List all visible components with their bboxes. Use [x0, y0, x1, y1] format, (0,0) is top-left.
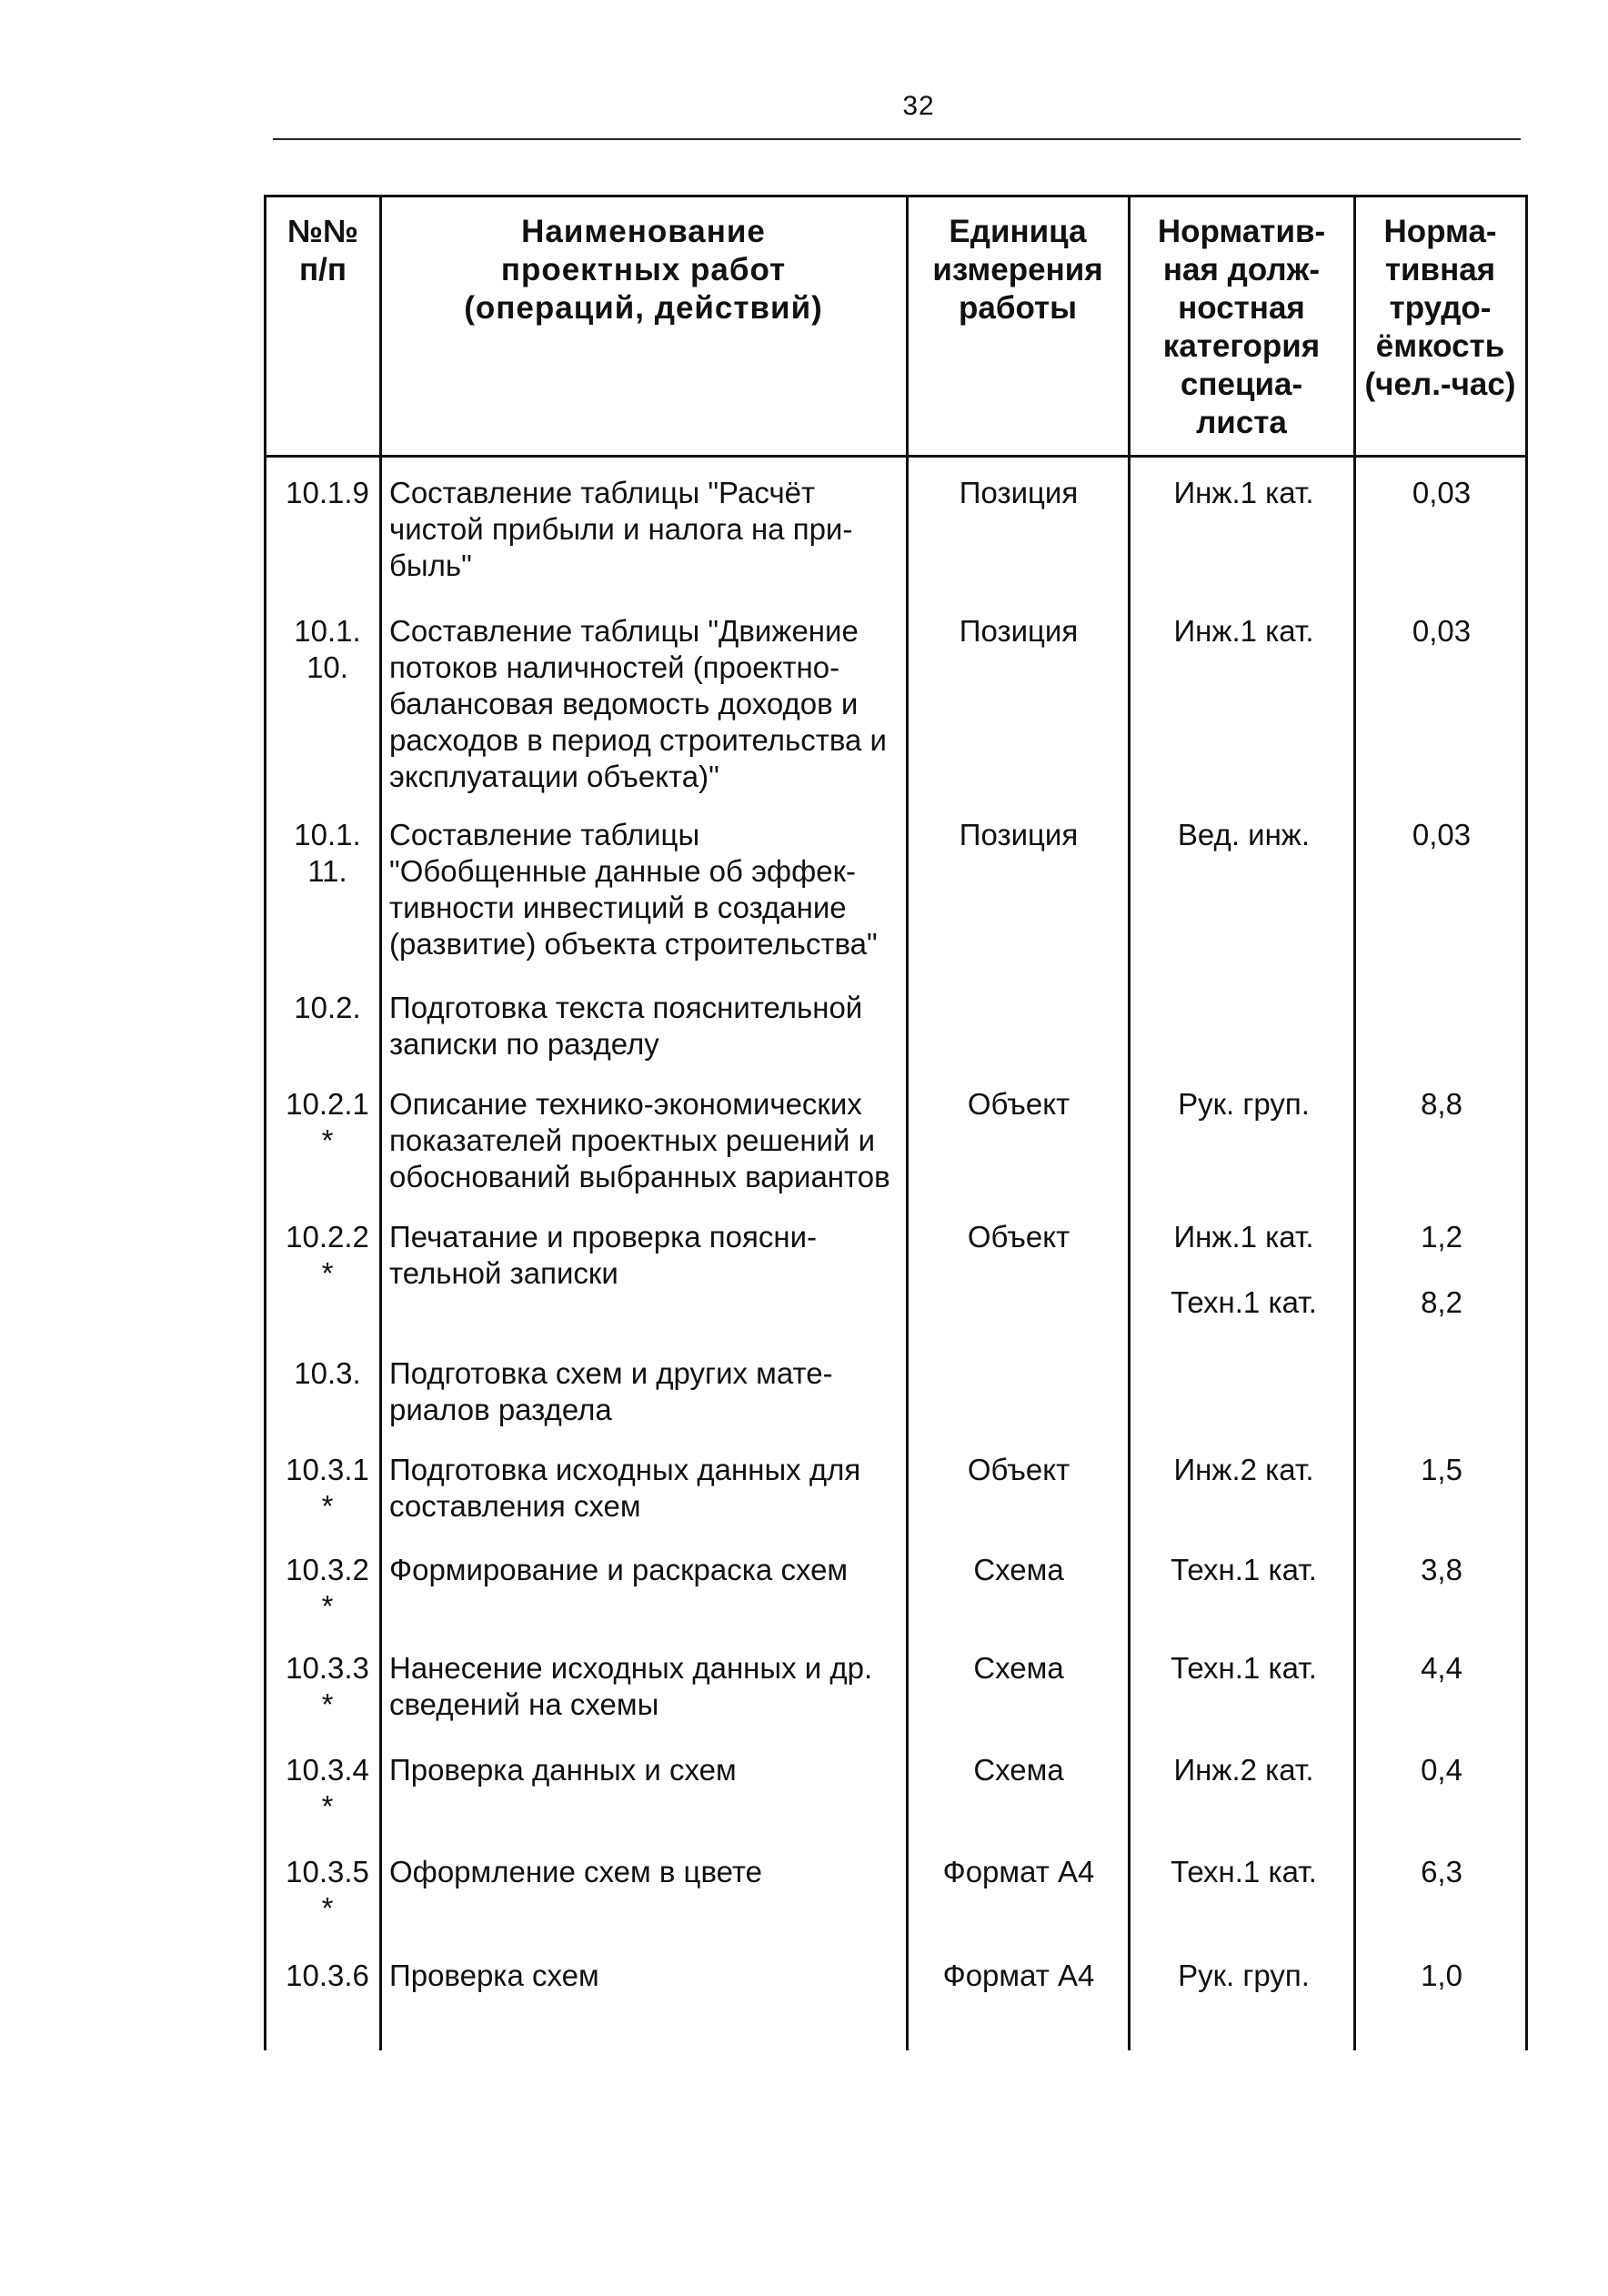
- row-labor: 4,4: [1421, 1651, 1462, 1685]
- row-category-secondary: Техн.1 кат.: [1171, 1285, 1317, 1319]
- row-unit: Позиция: [959, 614, 1079, 648]
- row-category: Техн.1 кат.: [1171, 1553, 1317, 1586]
- row-name: Проверка схем: [389, 1959, 599, 1992]
- row-number: 10.1. 10.: [294, 614, 361, 684]
- row-category: Инж.1 кат.: [1173, 1220, 1314, 1254]
- row-name: Печатание и проверка поясни- тельной записки: [389, 1220, 818, 1290]
- row-category: Техн.1 кат.: [1171, 1651, 1317, 1685]
- row-number: 10.3.2 *: [286, 1553, 369, 1623]
- row-labor: 6,3: [1421, 1855, 1462, 1888]
- row-unit: Объект: [967, 1453, 1070, 1486]
- row-unit: Позиция: [959, 818, 1079, 851]
- row-unit: Формат А4: [942, 1959, 1095, 1992]
- row-name: Составление таблицы "Движение потоков наличностей (проектно- балансовая ведомость доходов и расходов в период строительства и эксплуатации объекта)": [389, 614, 887, 793]
- row-number: 10.2.: [294, 991, 361, 1024]
- row-unit: Формат А4: [942, 1855, 1095, 1888]
- row-labor: 1,0: [1421, 1959, 1462, 1992]
- row-category: Техн.1 кат.: [1171, 1855, 1317, 1888]
- row-labor: 0,03: [1412, 614, 1472, 648]
- row-name: Нанесение исходных данных и др. сведений на схемы: [389, 1651, 873, 1721]
- row-name: Составление таблицы "Расчёт чистой прибыли и налога на при- быль": [389, 476, 853, 582]
- row-name: Оформление схем в цвете: [389, 1855, 762, 1888]
- row-labor: 0,03: [1412, 476, 1472, 509]
- row-category: Инж.2 кат.: [1173, 1753, 1314, 1787]
- row-labor: 8,8: [1421, 1087, 1462, 1121]
- row-unit: Объект: [967, 1220, 1070, 1254]
- header-labor: Норма- тивная трудо- ёмкость (чел.-час): [1364, 214, 1516, 402]
- row-category: Рук. груп.: [1178, 1087, 1310, 1121]
- row-number: 10.3.: [294, 1356, 361, 1390]
- row-number: 10.2.1 *: [286, 1087, 369, 1157]
- row-unit: Объект: [967, 1087, 1070, 1121]
- row-unit: Схема: [973, 1753, 1064, 1787]
- row-labor: 1,2: [1421, 1220, 1462, 1254]
- row-number: 10.3.1 *: [286, 1453, 369, 1523]
- row-unit: Схема: [973, 1651, 1064, 1685]
- row-category: Инж.1 кат.: [1173, 476, 1314, 509]
- row-number: 10.3.4 *: [286, 1753, 369, 1823]
- row-number: 10.3.5 *: [286, 1855, 369, 1925]
- row-name: Подготовка схем и других мате- риалов раздела: [389, 1356, 833, 1426]
- page-number: 32: [902, 91, 935, 121]
- row-number: 10.2.2 *: [286, 1220, 369, 1290]
- row-category: Рук. груп.: [1178, 1959, 1310, 1992]
- row-labor: 3,8: [1421, 1553, 1462, 1586]
- row-labor: 0,03: [1412, 818, 1472, 851]
- row-unit: Позиция: [959, 476, 1079, 509]
- header-unit: Единица измерения работы: [932, 214, 1103, 326]
- header-name: Наименование проектных работ (операций, действий): [464, 214, 823, 326]
- row-category: Вед. инж.: [1177, 818, 1311, 851]
- row-number: 10.3.6: [286, 1959, 369, 1992]
- row-number: 10.1.9: [286, 476, 369, 509]
- row-labor: 1,5: [1421, 1453, 1462, 1486]
- header-num: №№ п/п: [286, 214, 359, 287]
- row-number: 10.3.3 *: [286, 1651, 369, 1721]
- header-category: Норматив- ная долж- ностная категория специа- листа: [1157, 214, 1326, 440]
- row-category: Инж.1 кат.: [1173, 614, 1314, 648]
- row-labor-secondary: 8,2: [1421, 1285, 1462, 1319]
- row-category: Инж.2 кат.: [1173, 1453, 1314, 1486]
- row-unit: Схема: [973, 1553, 1064, 1586]
- row-name: Подготовка текста пояснительной записки по разделу: [389, 991, 863, 1061]
- row-name: Составление таблицы "Обобщенные данные об эффек- тивности инвестиций в создание (развитие) объекта строительства": [389, 818, 878, 961]
- row-name: Описание технико-экономических показателей проектных решений и обоснований выбранных вариантов: [389, 1087, 890, 1193]
- row-labor: 0,4: [1421, 1753, 1462, 1787]
- row-number: 10.1. 11.: [294, 818, 361, 888]
- row-name: Формирование и раскраска схем: [389, 1553, 849, 1586]
- header-rule: [273, 138, 1521, 140]
- row-name: Проверка данных и схем: [389, 1753, 737, 1787]
- row-name: Подготовка исходных данных для составления схем: [389, 1453, 861, 1523]
